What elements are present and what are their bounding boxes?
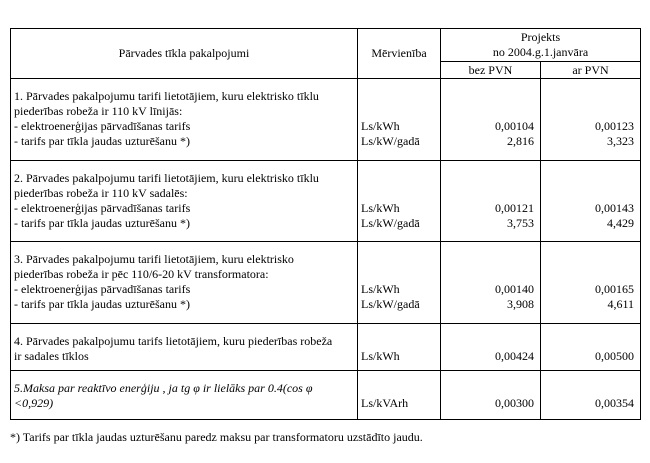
section-2-title-line1: 2. Pārvades pakalpojumu tarifi lietotājiem, kuru elektrisko tīklu xyxy=(14,170,319,185)
section-5-title-line2: <0,929) xyxy=(14,395,54,410)
section-3-without-vat xyxy=(441,242,541,324)
section-2-row-1-bez: 0,00121 xyxy=(495,200,534,215)
section-4-without-vat-cell xyxy=(441,323,541,370)
section-3-row-1-ar: 0,00165 xyxy=(595,282,634,297)
section-2-units xyxy=(358,160,441,242)
section-3-row-1-label: - elektroenerģijas pārvadīšanas tarifs xyxy=(14,282,191,297)
table-row xyxy=(11,370,641,419)
tariff-table xyxy=(10,28,641,420)
footnote: *) Tarifs par tīkla jaudas uzturēšanu paredz maksu par transformatoru uzstādīto jaudu. xyxy=(10,430,423,444)
section-5-unit-cell xyxy=(358,370,441,419)
section-3-row-1-bez: 0,00140 xyxy=(495,282,534,297)
section-3-row-2-label: - tarifs par tīkla jaudas uzturēšanu *) xyxy=(14,297,190,312)
section-5-without-vat-cell xyxy=(441,370,541,419)
header-service: Pārvades tīkla pakalpojumi xyxy=(11,29,358,79)
header-project xyxy=(441,29,641,62)
section-1-row-2-unit: Ls/kW/gadā xyxy=(361,134,420,149)
section-1-with-vat xyxy=(541,79,641,161)
section-2-row-1-label: - elektroenerģijas pārvadīšanas tarifs xyxy=(14,200,191,215)
section-1-row-1-unit: Ls/kWh xyxy=(361,119,400,134)
section-4-with-vat-cell xyxy=(541,323,641,370)
header-project-line1: Projekts xyxy=(520,30,561,45)
section-4-title-line1: 4. Pārvades pakalpojumu tarifs lietotājiem, kuru piederības robeža xyxy=(14,333,333,348)
section-1-row-2-ar: 3,323 xyxy=(607,134,634,149)
header-project-line2: no 2004.g.1.janvāra xyxy=(492,45,589,60)
section-4-ar: 0,00500 xyxy=(595,348,634,363)
section-3-title-line2: piederības robeža ir pēc 110/6-20 kV transformatora: xyxy=(14,267,269,282)
section-1-units xyxy=(358,79,441,161)
section-4-unit-cell xyxy=(358,323,441,370)
section-2-row-2-bez: 3,753 xyxy=(507,215,534,230)
section-3-row-2-ar: 4,611 xyxy=(607,297,634,312)
section-5-ar: 0,00354 xyxy=(595,395,634,410)
section-2-row-1-ar: 0,00143 xyxy=(595,200,634,215)
section-1-row-2-bez: 2,816 xyxy=(507,134,534,149)
section-3-text xyxy=(11,242,358,324)
section-2-row-2-ar: 4,429 xyxy=(607,215,634,230)
section-1-without-vat xyxy=(441,79,541,161)
section-5-with-vat-cell xyxy=(541,370,641,419)
section-2-row-1-unit: Ls/kWh xyxy=(361,200,400,215)
section-3-row-2-unit: Ls/kW/gadā xyxy=(361,297,420,312)
section-2-row-2-label: - tarifs par tīkla jaudas uzturēšanu *) xyxy=(14,215,190,230)
section-4-text xyxy=(11,323,358,370)
header-unit: Mērvienība xyxy=(358,29,441,79)
section-5-text xyxy=(11,370,358,419)
section-5-bez: 0,00300 xyxy=(495,395,534,410)
section-2-text xyxy=(11,160,358,242)
table-row xyxy=(11,160,641,242)
section-1-row-2-label: - tarifs par tīkla jaudas uzturēšanu *) xyxy=(14,134,190,149)
section-4-unit: Ls/kWh xyxy=(361,348,400,363)
section-2-without-vat xyxy=(441,160,541,242)
table-row xyxy=(11,242,641,324)
section-3-with-vat xyxy=(541,242,641,324)
section-4-bez: 0,00424 xyxy=(495,348,534,363)
section-1-row-1-bez: 0,00104 xyxy=(495,119,534,134)
section-2-with-vat xyxy=(541,160,641,242)
section-1-row-1-ar: 0,00123 xyxy=(595,119,634,134)
section-1-title-line2: piederības robeža ir 110 kV līnijās: xyxy=(14,104,183,119)
table-row xyxy=(11,323,641,370)
section-1-row-1-label: - elektroenerģijas pārvadīšanas tarifs xyxy=(14,119,191,134)
section-5-unit: Ls/kVArh xyxy=(361,395,409,410)
header-with-vat: ar PVN xyxy=(541,62,641,79)
section-3-units xyxy=(358,242,441,324)
section-3-title-line1: 3. Pārvades pakalpojumu tarifi lietotājiem, kuru elektrisko xyxy=(14,252,294,267)
section-1-title-line1: 1. Pārvades pakalpojumu tarifi lietotājiem, kuru elektrisko tīklu xyxy=(14,89,319,104)
section-1-text xyxy=(11,79,358,161)
table-row xyxy=(11,79,641,161)
section-4-title-line2: ir sadales tīklos xyxy=(14,348,89,363)
section-5-title-line1: 5.Maksa par reaktīvo enerģiju , ja tg φ ir lielāks par 0.4(cos φ xyxy=(14,380,313,395)
header-without-vat: bez PVN xyxy=(441,62,541,79)
section-2-row-2-unit: Ls/kW/gadā xyxy=(361,215,420,230)
section-3-row-2-bez: 3,908 xyxy=(507,297,534,312)
section-3-row-1-unit: Ls/kWh xyxy=(361,282,400,297)
section-2-title-line2: piederības robeža ir 110 kV sadalēs: xyxy=(14,185,188,200)
